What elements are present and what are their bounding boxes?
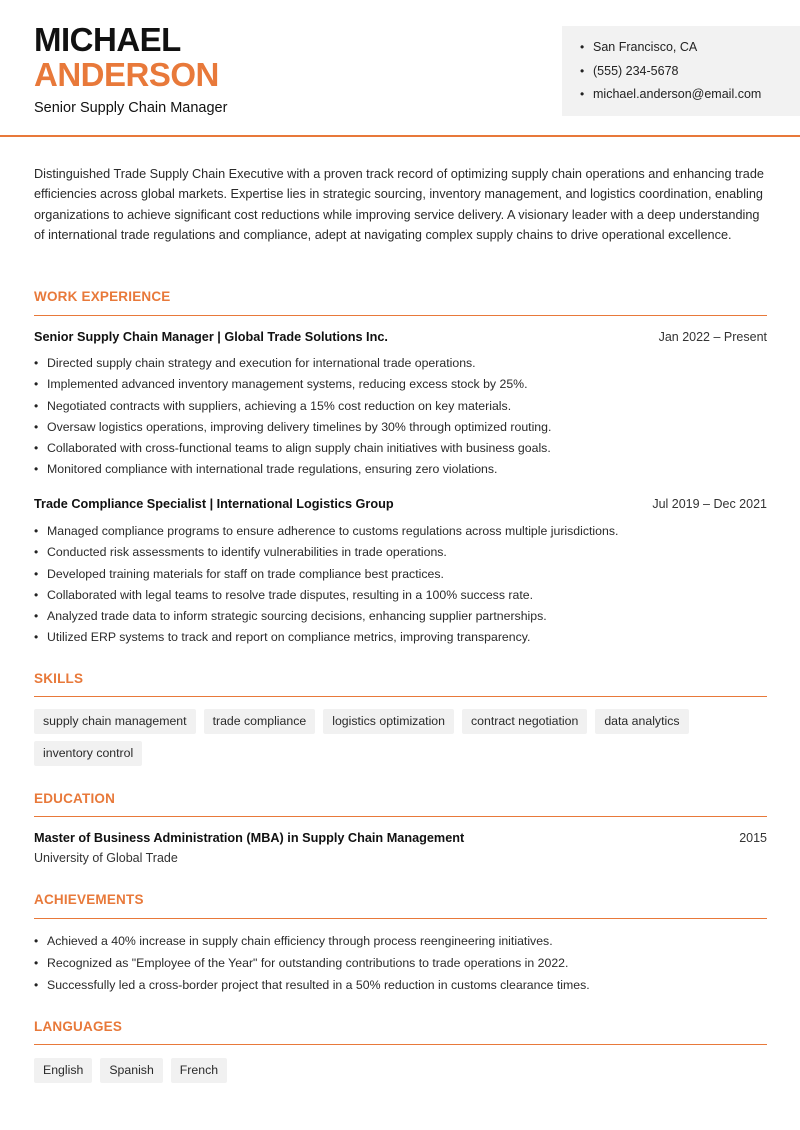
list-item: • Achieved a 40% increase in supply chain efficiency through process reengineering initiatives.	[34, 933, 767, 955]
job-entry-header	[34, 497, 767, 511]
email-text: michael.anderson@email.com	[593, 87, 762, 101]
education-entry-header	[34, 831, 767, 845]
bullet-icon: •	[34, 609, 39, 624]
bullet-icon: •	[580, 87, 585, 101]
section-title-education: EDUCATION	[34, 791, 116, 806]
list-item: • Directed supply chain strategy and execution for international trade operations.	[34, 355, 767, 376]
job-entry-header	[34, 330, 767, 344]
job-dates: Jan 2022 – Present	[658, 330, 767, 344]
bullet-icon: •	[34, 956, 39, 970]
list-item: • Analyzed trade data to inform strategic sourcing decisions, enhancing supplier partnerships.	[34, 608, 767, 629]
list-item: • Collaborated with legal teams to resolve trade disputes, resulting in a 100% success rate.	[34, 587, 767, 608]
graduation-year: 2015	[739, 831, 767, 845]
section-divider	[34, 1044, 767, 1045]
job-title-company: Trade Compliance Specialist | International Logistics Group	[34, 497, 394, 511]
list-item: • Managed compliance programs to ensure adherence to customs regulations across multiple jurisdictions.	[34, 523, 767, 544]
list-item: • Conducted risk assessments to identify vulnerabilities in trade operations.	[34, 544, 767, 565]
list-item: • Monitored compliance with international trade regulations, ensuring zero violations.	[34, 461, 767, 482]
location-text: San Francisco, CA	[593, 40, 698, 54]
skill-tag: inventory control	[34, 741, 142, 766]
section-divider	[34, 315, 767, 316]
bullet-icon: •	[34, 566, 39, 581]
bullet-icon: •	[34, 441, 39, 456]
achievements-list	[34, 933, 767, 999]
list-item: • Developed training materials for staff on trade compliance best practices.	[34, 566, 767, 587]
job-title-company: Senior Supply Chain Manager | Global Trade Solutions Inc.	[34, 330, 388, 344]
bullet-icon: •	[34, 545, 39, 560]
bullet-icon: •	[34, 630, 39, 645]
first-name: MICHAEL	[34, 21, 181, 58]
skill-tag: contract negotiation	[462, 709, 587, 734]
bullet-icon: •	[580, 40, 585, 54]
section-title-work: WORK EXPERIENCE	[34, 289, 171, 304]
section-title-achievements: ACHIEVEMENTS	[34, 892, 144, 907]
phone-text: (555) 234-5678	[593, 63, 679, 78]
language-tag: English	[34, 1058, 92, 1083]
section-divider	[34, 918, 767, 919]
bullet-icon: •	[34, 524, 39, 538]
bullet-icon: •	[34, 978, 39, 992]
list-item: • Successfully led a cross-border project that resulted in a 50% reduction in customs clearance times.	[34, 977, 767, 999]
list-item: • Oversaw logistics operations, improving delivery timelines by 30% through optimized routing.	[34, 419, 767, 440]
contact-location	[580, 39, 800, 63]
school-name: University of Global Trade	[34, 851, 178, 865]
bullet-icon: •	[34, 462, 39, 477]
bullet-icon: •	[34, 356, 39, 370]
last-name: ANDERSON	[34, 56, 219, 93]
bullet-icon: •	[34, 377, 39, 392]
section-title-languages: LANGUAGES	[34, 1019, 123, 1034]
contact-box	[562, 26, 800, 116]
candidate-name	[34, 22, 219, 92]
languages-list	[34, 1058, 767, 1090]
list-item: • Implemented advanced inventory management systems, reducing excess stock by 25%.	[34, 376, 767, 397]
list-item: • Recognized as "Employee of the Year" for outstanding contributions to trade operations in 2022.	[34, 955, 767, 977]
bullet-icon: •	[34, 934, 39, 948]
contact-email	[580, 86, 800, 110]
skills-list	[34, 709, 767, 773]
professional-summary: Distinguished Trade Supply Chain Executive with a proven track record of optimizing supply chain operations and enhancing trade efficiencies across global markets. Expertise lies in strategic sourcing, inventory management, and logistics coordination, enabling organizations to achieve significant cost reductions while improving service delivery. A visionary leader with a deep understanding of international trade regulations and compliance, adept at navigating complex supply chains to drive operational excellence.	[34, 167, 764, 242]
skill-tag: supply chain management	[34, 709, 196, 734]
job-dates: Jul 2019 – Dec 2021	[652, 497, 767, 511]
bullet-icon: •	[34, 398, 39, 413]
job-title: Senior Supply Chain Manager	[34, 100, 228, 116]
bullet-icon: •	[34, 419, 39, 434]
degree-title: Master of Business Administration (MBA) in Supply Chain Management	[34, 831, 465, 845]
skill-tag: logistics optimization	[323, 709, 454, 734]
contact-phone	[580, 63, 800, 87]
bullet-icon: •	[34, 587, 39, 602]
section-divider	[34, 816, 767, 817]
skill-tag: trade compliance	[204, 709, 316, 734]
list-item: • Utilized ERP systems to track and report on compliance metrics, improving transparency.	[34, 629, 767, 650]
job-bullets	[34, 355, 767, 483]
bullet-icon: •	[580, 63, 585, 78]
language-tag: French	[171, 1058, 227, 1083]
job-bullets	[34, 523, 767, 651]
resume-header	[0, 0, 800, 137]
section-divider	[34, 696, 767, 697]
list-item: • Negotiated contracts with suppliers, achieving a 15% cost reduction on key materials.	[34, 398, 767, 419]
section-title-skills: SKILLS	[34, 671, 84, 686]
language-tag: Spanish	[100, 1058, 162, 1083]
skill-tag: data analytics	[595, 709, 688, 734]
list-item: • Collaborated with cross-functional teams to align supply chain initiatives with business goals.	[34, 440, 767, 461]
